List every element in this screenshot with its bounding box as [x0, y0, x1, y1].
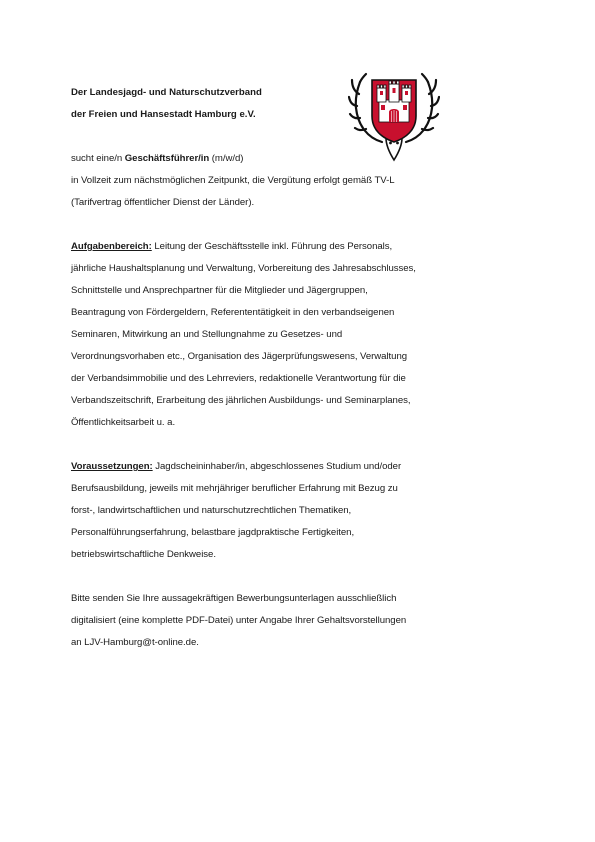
intro-line-1	[71, 148, 491, 170]
tasks-line: Verbandszeitschrift, Erarbeitung des jährlichen Ausbildungs- und Seminarplanes,	[71, 395, 411, 406]
tasks-section	[71, 236, 491, 434]
tasks-line: der Verbandsimmobilie und des Lehrreviers, redaktionelle Verantwortung für die	[71, 373, 406, 384]
tasks-line: Beantragung von Fördergeldern, Referententätigkeit in den verbandseigenen	[71, 307, 395, 318]
closing-line: Bitte senden Sie Ihre aussagekräftigen Bewerbungsunterlagen ausschließlich	[71, 593, 397, 604]
intro-suffix: (m/w/d)	[209, 153, 244, 164]
tasks-line: Seminaren, Mitwirkung an und Stellungnahme zu Gesetzes- und	[71, 329, 343, 340]
organization-header	[71, 82, 341, 126]
closing-line-email: an LJV-Hamburg@t-online.de.	[71, 637, 199, 648]
requirements-line-text: Jagdscheininhaber/in, abgeschlossenes Studium und/oder	[152, 461, 402, 472]
tasks-line: jährliche Haushaltsplanung und Verwaltung, Vorbereitung des Jahresabschlusses,	[71, 263, 416, 274]
closing-line: digitalisiert (eine komplette PDF-Datei) unter Angabe Ihrer Gehaltsvorstellungen	[71, 615, 407, 626]
intro-line-2: in Vollzeit zum nächstmöglichen Zeitpunkt, die Vergütung erfolgt gemäß TV-L	[71, 175, 395, 186]
intro-line-3: (Tarifvertrag öffentlicher Dienst der Länder).	[71, 197, 255, 208]
requirements-line: betriebswirtschaftliche Denkweise.	[71, 549, 216, 560]
intro-section	[71, 148, 491, 214]
requirements-line: Berufsausbildung, jeweils mit mehrjähriger beruflicher Erfahrung mit Bezug zu	[71, 483, 398, 494]
requirements-line: forst-, landwirtschaftlichen und naturschutzrechtlichen Thematiken,	[71, 505, 352, 516]
header-line-2: der Freien und Hansestadt Hamburg e.V.	[71, 109, 256, 120]
tasks-line: Schnittstelle und Ansprechpartner für die Mitglieder und Jägergruppen,	[71, 285, 368, 296]
tasks-line: Öffentlichkeitsarbeit u. a.	[71, 417, 176, 428]
header-line-1: Der Landesjagd- und Naturschutzverband	[71, 87, 262, 98]
tasks-heading: Aufgabenbereich:	[71, 241, 152, 252]
position-title: Geschäftsführer/in	[124, 153, 210, 164]
closing-section	[71, 588, 491, 654]
requirements-heading: Voraussetzungen:	[71, 461, 153, 472]
requirements-line: Personalführungserfahrung, belastbare jagdpraktische Fertigkeiten,	[71, 527, 355, 538]
tasks-line-text: Leitung der Geschäftsstelle inkl. Führung des Personals,	[151, 241, 393, 252]
tasks-line: Verordnungsvorhaben etc., Organisation des Jägerprüfungswesens, Verwaltung	[71, 351, 408, 362]
intro-prefix: sucht eine/n	[71, 153, 125, 164]
requirements-line-1	[71, 456, 491, 478]
tasks-line-1	[71, 236, 491, 258]
requirements-section	[71, 456, 491, 566]
